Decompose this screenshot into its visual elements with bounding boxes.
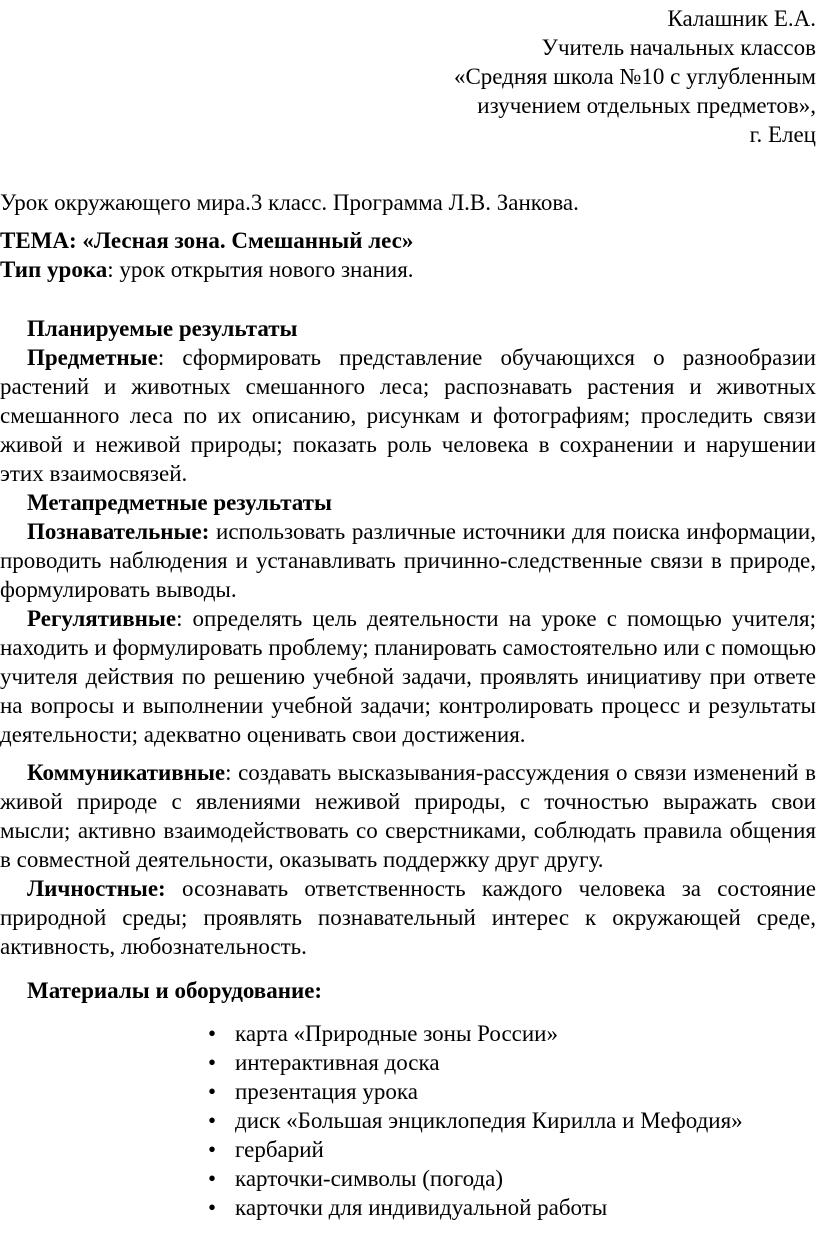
subject-results-label: Предметные (27, 345, 158, 370)
bullet-icon: • (207, 1137, 217, 1162)
communicative-text: : создавать высказывания-рассуждения о связи изменений в живой природе с явлениями неживой природы, с точностью выражать свои мысли; активно взаимодействовать со сверстниками, соблюдать правила общения в совместной деятельности, оказывать поддержку друг другу. (0, 760, 816, 872)
personal-label: Личностные: (27, 876, 166, 901)
list-item-text: карточки для индивидуальной работы (235, 1195, 608, 1220)
author-city: г. Елец (749, 122, 816, 147)
topic-value: «Лесная зона. Смешанный лес» (82, 228, 414, 253)
list-item (207, 1077, 816, 1106)
list-item (207, 1135, 816, 1164)
list-item-text: презентация урока (235, 1079, 418, 1104)
list-item-text: гербарий (235, 1137, 324, 1162)
author-block (256, 4, 816, 149)
planned-results-heading: Планируемые результаты (27, 316, 298, 341)
regulatory-label: Регулятивные (27, 606, 177, 631)
communicative-paragraph (0, 758, 816, 874)
author-position: Учитель начальных классов (541, 35, 816, 60)
personal-paragraph (0, 874, 816, 961)
topic-label: ТЕМА: (0, 228, 77, 253)
regulatory-paragraph (0, 604, 816, 749)
personal-text: осознавать ответственность каждого человека за состояние природной среды; проявлять познавательный интерес к окружающей среде, активность, любознательность. (0, 876, 816, 959)
topic-line (0, 226, 414, 255)
meta-results-heading: Метапредметные результаты (27, 490, 332, 515)
list-item (207, 1193, 816, 1222)
bullet-icon: • (207, 1079, 217, 1104)
list-item (207, 1106, 816, 1135)
regulatory-text: : определять цель деятельности на уроке с помощью учителя; находить и формулировать проблему; планировать самостоятельно или с помощью учителя действия по решению учебной задачи, проявлять инициативу при ответе на вопросы и выполнении учебной задачи; контролировать процесс и результаты деятельности; адекватно оценивать свои достижения. (0, 606, 816, 747)
communicative-label: Коммуникативные (27, 760, 226, 785)
bullet-icon: • (207, 1166, 217, 1191)
cognitive-paragraph (0, 517, 816, 604)
lesson-subject-line: Урок окружающего мира.3 класс. Программа Л.В. Занкова. (0, 190, 579, 215)
materials-heading: Материалы и оборудование: (27, 978, 323, 1003)
bullet-icon: • (207, 1195, 217, 1220)
cognitive-label: Познавательные: (27, 519, 210, 544)
cognitive-text: использовать различные источники для поиска информации, проводить наблюдения и устанавливать причинно-следственные связи в природе, формулировать выводы. (0, 519, 816, 602)
author-school-line1: «Средняя школа №10 с углубленным (453, 64, 816, 89)
author-school-line2: изучением отдельных предметов», (477, 93, 816, 118)
topic-block (0, 226, 414, 284)
author-name: Калашник Е.А. (667, 6, 816, 31)
bullet-icon: • (207, 1050, 217, 1075)
subject-results-text: : сформировать представление обучающихся о разнообразии растений и животных смешанного леса; распознавать растения и животных смешанного леса по их описанию, рисункам и фотографиям; проследить связи живой и неживой природы; показать роль человека в сохранении и нарушении этих взаимосвязей. (0, 345, 816, 486)
list-item-text: карта «Природные зоны России» (235, 1021, 558, 1046)
results-section (0, 314, 816, 1222)
bullet-icon: • (207, 1021, 217, 1046)
list-item (207, 1048, 816, 1077)
list-item-text: карточки-символы (погода) (235, 1166, 503, 1191)
lesson-type-line (0, 255, 414, 284)
list-item-text: интерактивная доска (235, 1050, 440, 1075)
list-item (207, 1019, 816, 1048)
lesson-type-label: Тип урока (0, 257, 108, 282)
subject-results-paragraph (0, 343, 816, 488)
lesson-type-value: : урок открытия нового знания. (107, 257, 414, 282)
list-item (207, 1164, 816, 1193)
list-item-text: диск «Большая энциклопедия Кирилла и Мефодия» (235, 1108, 743, 1133)
bullet-icon: • (207, 1108, 217, 1133)
materials-list (0, 1019, 816, 1222)
